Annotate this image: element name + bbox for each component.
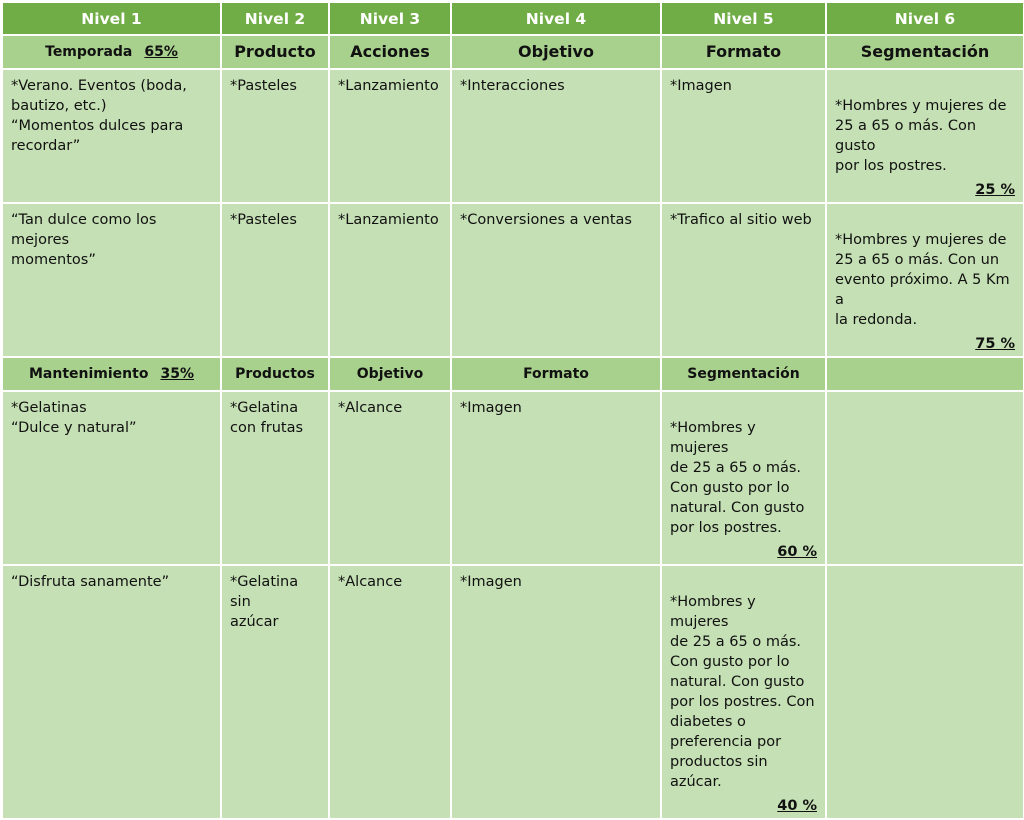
col-producto: Producto — [221, 35, 329, 69]
cell-nivel-1: *Gelatinas “Dulce y natural” — [2, 391, 221, 565]
segment-percent: 75 % — [975, 336, 1015, 352]
cell-nivel-1: “Disfruta sanamente” — [2, 565, 221, 819]
section-title: Temporada — [45, 44, 133, 60]
cell-nivel-4: *Imagen — [451, 565, 661, 819]
segment-percent: 40 % — [777, 798, 817, 814]
cell-nivel-2: *Gelatina con frutas — [221, 391, 329, 565]
col-objetivo: Objetivo — [329, 357, 451, 391]
segment-percent: 25 % — [975, 182, 1015, 198]
section-temporada-header — [2, 35, 1024, 69]
segmentation-text: *Hombres y mujeres de 25 a 65 o más. Con gusto por los postres. — [835, 98, 1007, 174]
cell-nivel-3: *Alcance — [329, 391, 451, 565]
col-segmentacion: Segmentación — [661, 357, 826, 391]
cell-nivel-3: *Lanzamiento — [329, 69, 451, 203]
section-percent: 35% — [160, 366, 194, 382]
cell-nivel-3: *Lanzamiento — [329, 203, 451, 357]
section-title: Mantenimiento — [29, 366, 149, 382]
section-temporada-title — [2, 35, 221, 69]
cell-nivel-2: *Pasteles — [221, 203, 329, 357]
col-formato: Formato — [451, 357, 661, 391]
segmentation-text: *Hombres y mujeres de 25 a 65 o más. Con un evento próximo. A 5 Km a la redonda. — [835, 232, 1010, 328]
cell-nivel-1: *Verano. Eventos (boda, bautizo, etc.) “Momentos dulces para recordar” — [2, 69, 221, 203]
col-acciones: Acciones — [329, 35, 451, 69]
cell-nivel-4: *Interacciones — [451, 69, 661, 203]
header-nivel-5: Nivel 5 — [661, 2, 826, 35]
section-mantenimiento-title — [2, 357, 221, 391]
cell-nivel-1: “Tan dulce como los mejores momentos” — [2, 203, 221, 357]
cell-nivel-5: *Imagen — [661, 69, 826, 203]
cell-nivel-6 — [826, 391, 1024, 565]
segmentation-text: *Hombres y mujeres de 25 a 65 o más. Con gusto por lo natural. Con gusto por los postres. — [670, 420, 805, 536]
table-row — [2, 203, 1024, 357]
cell-nivel-5: *Trafico al sitio web — [661, 203, 826, 357]
section-percent: 65% — [144, 44, 178, 60]
table-row — [2, 391, 1024, 565]
cell-nivel-5 — [661, 391, 826, 565]
header-nivel-4: Nivel 4 — [451, 2, 661, 35]
cell-nivel-2: *Gelatina sin azúcar — [221, 565, 329, 819]
col-productos: Productos — [221, 357, 329, 391]
segment-percent: 60 % — [777, 544, 817, 560]
cell-nivel-5 — [661, 565, 826, 819]
cell-nivel-6 — [826, 69, 1024, 203]
segmentation-text: *Hombres y mujeres de 25 a 65 o más. Con gusto por lo natural. Con gusto por los postres. Con diabetes o preferencia por productos sin azúcar. — [670, 594, 815, 790]
header-nivel-3: Nivel 3 — [329, 2, 451, 35]
header-nivel-2: Nivel 2 — [221, 2, 329, 35]
cell-nivel-6 — [826, 203, 1024, 357]
cell-nivel-4: *Imagen — [451, 391, 661, 565]
col-segmentacion: Segmentación — [826, 35, 1024, 69]
header-nivel-6: Nivel 6 — [826, 2, 1024, 35]
level-header-row — [2, 2, 1024, 35]
header-nivel-1: Nivel 1 — [2, 2, 221, 35]
cell-nivel-4: *Conversiones a ventas — [451, 203, 661, 357]
cell-nivel-2: *Pasteles — [221, 69, 329, 203]
col-formato: Formato — [661, 35, 826, 69]
table-row — [2, 69, 1024, 203]
section-mantenimiento-header — [2, 357, 1024, 391]
cell-nivel-6 — [826, 565, 1024, 819]
campaign-levels-table — [1, 1, 1024, 820]
col-objetivo: Objetivo — [451, 35, 661, 69]
cell-nivel-3: *Alcance — [329, 565, 451, 819]
table-row — [2, 565, 1024, 819]
col-empty — [826, 357, 1024, 391]
